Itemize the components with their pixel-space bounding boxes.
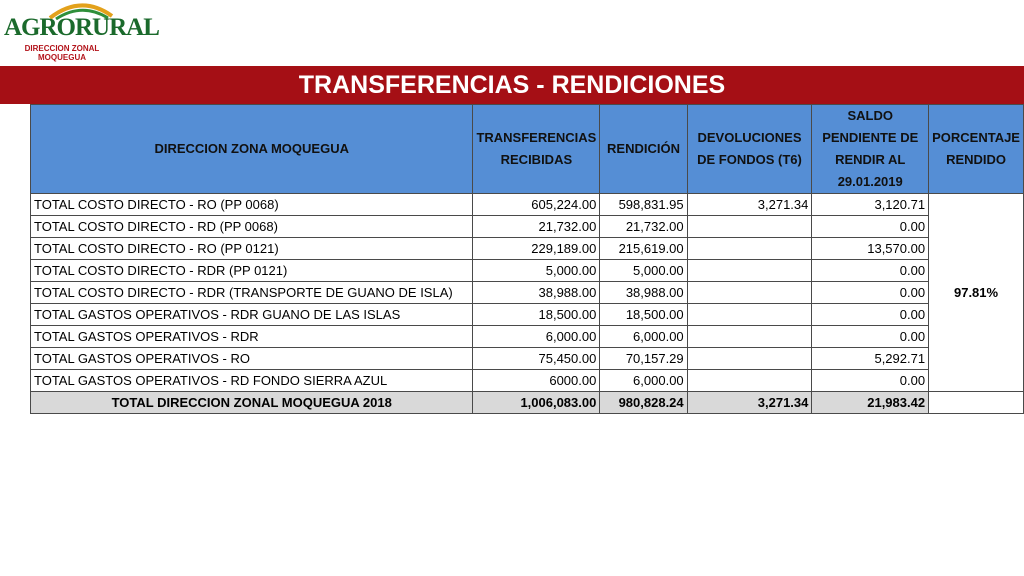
table-header-row [31,105,1024,194]
table-row [31,326,1024,348]
table-row [31,216,1024,238]
title-bar [0,66,1024,104]
cell-transferencias: 18,500.00 [473,304,600,326]
cell-saldo: 3,120.71 [812,194,929,216]
cell-concepto: TOTAL GASTOS OPERATIVOS - RO [31,348,473,370]
cell-devoluciones [687,348,812,370]
cell-concepto: TOTAL COSTO DIRECTO - RO (PP 0121) [31,238,473,260]
cell-transferencias: 229,189.00 [473,238,600,260]
cell-devoluciones [687,216,812,238]
total-saldo: 21,983.42 [812,392,929,414]
cell-concepto: TOTAL COSTO DIRECTO - RD (PP 0068) [31,216,473,238]
total-rendicion: 980,828.24 [600,392,687,414]
cell-saldo: 0.00 [812,326,929,348]
header-porcentaje: PORCENTAJE RENDIDO [929,105,1024,194]
cell-rendicion: 70,157.29 [600,348,687,370]
cell-transferencias: 21,732.00 [473,216,600,238]
cell-rendicion: 21,732.00 [600,216,687,238]
cell-transferencias: 5,000.00 [473,260,600,282]
cell-rendicion: 5,000.00 [600,260,687,282]
cell-rendicion: 18,500.00 [600,304,687,326]
cell-concepto: TOTAL GASTOS OPERATIVOS - RDR GUANO DE LAS ISLAS [31,304,473,326]
cell-devoluciones [687,238,812,260]
cell-transferencias: 6,000.00 [473,326,600,348]
cell-porcentaje-rendido: 97.81% [929,194,1024,392]
cell-transferencias: 75,450.00 [473,348,600,370]
total-transferencias: 1,006,083.00 [473,392,600,414]
table-row [31,348,1024,370]
cell-rendicion: 6,000.00 [600,370,687,392]
cell-concepto: TOTAL COSTO DIRECTO - RO (PP 0068) [31,194,473,216]
cell-transferencias: 38,988.00 [473,282,600,304]
cell-devoluciones [687,260,812,282]
cell-concepto: TOTAL GASTOS OPERATIVOS - RD FONDO SIERRA AZUL [31,370,473,392]
table-row [31,238,1024,260]
cell-saldo: 5,292.71 [812,348,929,370]
table-total-row [31,392,1024,414]
total-porcentaje-empty [929,392,1024,414]
cell-devoluciones [687,370,812,392]
cell-transferencias: 6000.00 [473,370,600,392]
cell-devoluciones [687,304,812,326]
total-concepto: TOTAL DIRECCION ZONAL MOQUEGUA 2018 [31,392,473,414]
cell-concepto: TOTAL GASTOS OPERATIVOS - RDR [31,326,473,348]
logo-wordmark: AGRORURAL [4,14,159,41]
cell-rendicion: 598,831.95 [600,194,687,216]
table-row [31,304,1024,326]
cell-saldo: 13,570.00 [812,238,929,260]
header-rendicion: RENDICIÓN [600,105,687,194]
table-row [31,260,1024,282]
header-transferencias: TRANSFERENCIAS RECIBIDAS [473,105,600,194]
agrorural-logo [2,0,159,64]
logo-subtitle-line1: DIRECCION ZONAL [24,44,100,53]
logo-subtitle [12,44,112,62]
header-zona: DIRECCION ZONA MOQUEGUA [31,105,473,194]
rendiciones-table [30,104,1024,414]
page-title: TRANSFERENCIAS - RENDICIONES [298,71,726,99]
cell-rendicion: 215,619.00 [600,238,687,260]
total-devoluciones: 3,271.34 [687,392,812,414]
cell-saldo: 0.00 [812,260,929,282]
logo-subtitle-line2: MOQUEGUA [38,53,86,62]
cell-saldo: 0.00 [812,282,929,304]
table-row [31,370,1024,392]
cell-rendicion: 6,000.00 [600,326,687,348]
cell-devoluciones [687,326,812,348]
table-row [31,194,1024,216]
cell-concepto: TOTAL COSTO DIRECTO - RDR (TRANSPORTE DE GUANO DE ISLA) [31,282,473,304]
table-row [31,282,1024,304]
header-devoluciones: DEVOLUCIONES DE FONDOS (T6) [687,105,812,194]
cell-saldo: 0.00 [812,370,929,392]
cell-concepto: TOTAL COSTO DIRECTO - RDR (PP 0121) [31,260,473,282]
cell-devoluciones [687,282,812,304]
cell-transferencias: 605,224.00 [473,194,600,216]
cell-saldo: 0.00 [812,304,929,326]
cell-devoluciones: 3,271.34 [687,194,812,216]
header-saldo: SALDO PENDIENTE DE RENDIR AL 29.01.2019 [812,105,929,194]
cell-rendicion: 38,988.00 [600,282,687,304]
cell-saldo: 0.00 [812,216,929,238]
